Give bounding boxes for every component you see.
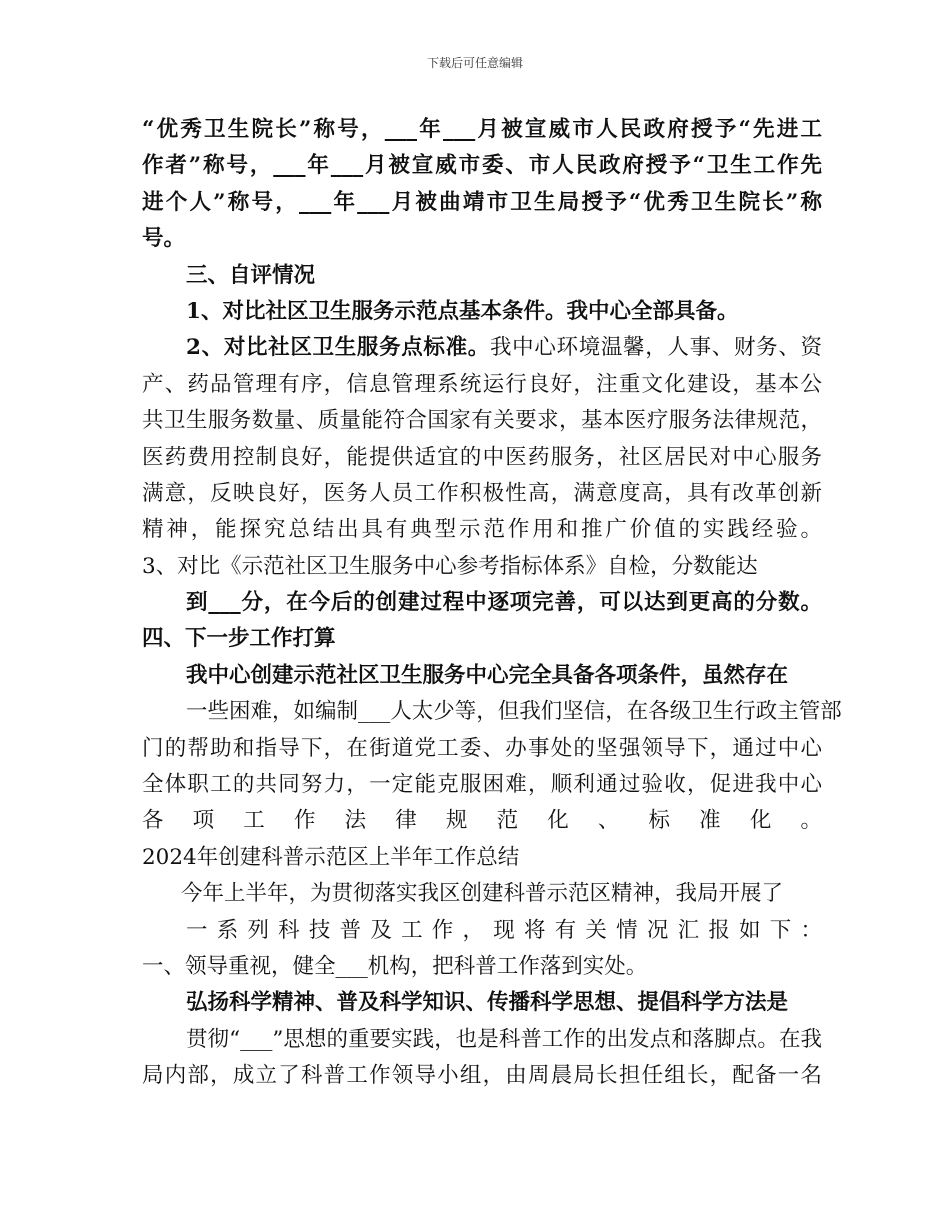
document-body: [142, 112, 842, 1131]
paragraph-line: 进个人”称号，___年___月被曲靖市卫生局授予“优秀卫生院长”称: [142, 189, 822, 215]
paragraph-line: 满意，反映良好，医务人员工作积极性高，满意度高，具有改革创新: [142, 480, 822, 506]
paragraph-line: 各项工作法律规范化、标准化。: [142, 808, 822, 834]
paragraph-line: 1、对比社区卫生服务示范点基本条件。我中心全部具备。: [186, 298, 739, 324]
paragraph-line: 作者”称号，___年___月被宣威市委、市人民政府授予“卫生工作先: [142, 153, 822, 179]
paragraph-line: 一些困难，如编制___人太少等，但我们坚信，在各级卫生行政主管部: [186, 699, 842, 725]
section-heading: 我中心创建示范社区卫生服务中心完全具备各项条件，虽然存在: [186, 662, 789, 688]
paragraph-line: 门的帮助和指导下，在街道党工委、办事处的坚强领导下，通过中心: [142, 735, 822, 761]
section-heading: 弘扬科学精神、普及科学知识、传播科学思想、提倡科学方法是: [186, 990, 789, 1016]
paragraph-line: 一、领导重视，健全___机构，把科普工作落到实处。: [142, 953, 648, 979]
paragraph-line: 3、对比《示范社区卫生服务中心参考指标体系》自检，分数能达: [142, 553, 758, 579]
paragraph-line: 号。: [142, 226, 186, 252]
paragraph-line: 精神，能探究总结出具有典型示范作用和推广价值的实践经验。: [142, 517, 822, 543]
paragraph-line: 到___分，在今后的创建过程中逐项完善，可以达到更高的分数。: [186, 590, 822, 616]
paragraph-line: 一系列科技普及工作，现将有关情况汇报如下：: [186, 917, 822, 943]
paragraph-line: 四、下一步工作打算: [142, 626, 336, 652]
paragraph-line: 局内部，成立了科普工作领导小组，由周晨局长担任组长，配备一名: [142, 1063, 822, 1089]
item-text: 我中心环境温馨，人事、财务、资: [489, 335, 822, 361]
section-heading: 三、自评情况: [186, 262, 316, 288]
paragraph-line: [142, 330, 822, 366]
paragraph-line: “优秀卫生院长”称号，___年___月被宣威市人民政府授予“先进工: [142, 117, 822, 142]
paragraph-line: 全体职工的共同努力，一定能克服困难，顺利通过验收，促进我中心: [142, 772, 822, 798]
paragraph-line: 医药费用控制良好，能提供适宜的中医药服务，社区居民对中心服务: [142, 444, 822, 470]
paragraph-line: [142, 1095, 822, 1131]
paragraph-line: 共卫生服务数量、质量能符合国家有关要求，基本医疗服务法律规范，: [142, 408, 822, 434]
page-header: 下载后可任意编辑: [426, 56, 523, 70]
paragraph-line: 贯彻“___”思想的重要实践，也是科普工作的出发点和落脚点。在我: [186, 1026, 822, 1052]
item-heading: 2、对比社区卫生服务点标准。: [186, 335, 490, 361]
paragraph-line: 产、药品管理有序，信息管理系统运行良好，注重文化建设，基本公: [142, 371, 822, 397]
document-title: 今年上半年，为贯彻落实我区创建科普示范区精神，我局开展了: [180, 881, 783, 907]
paragraph-line: 2024年创建科普示范区上半年工作总结: [142, 844, 520, 870]
